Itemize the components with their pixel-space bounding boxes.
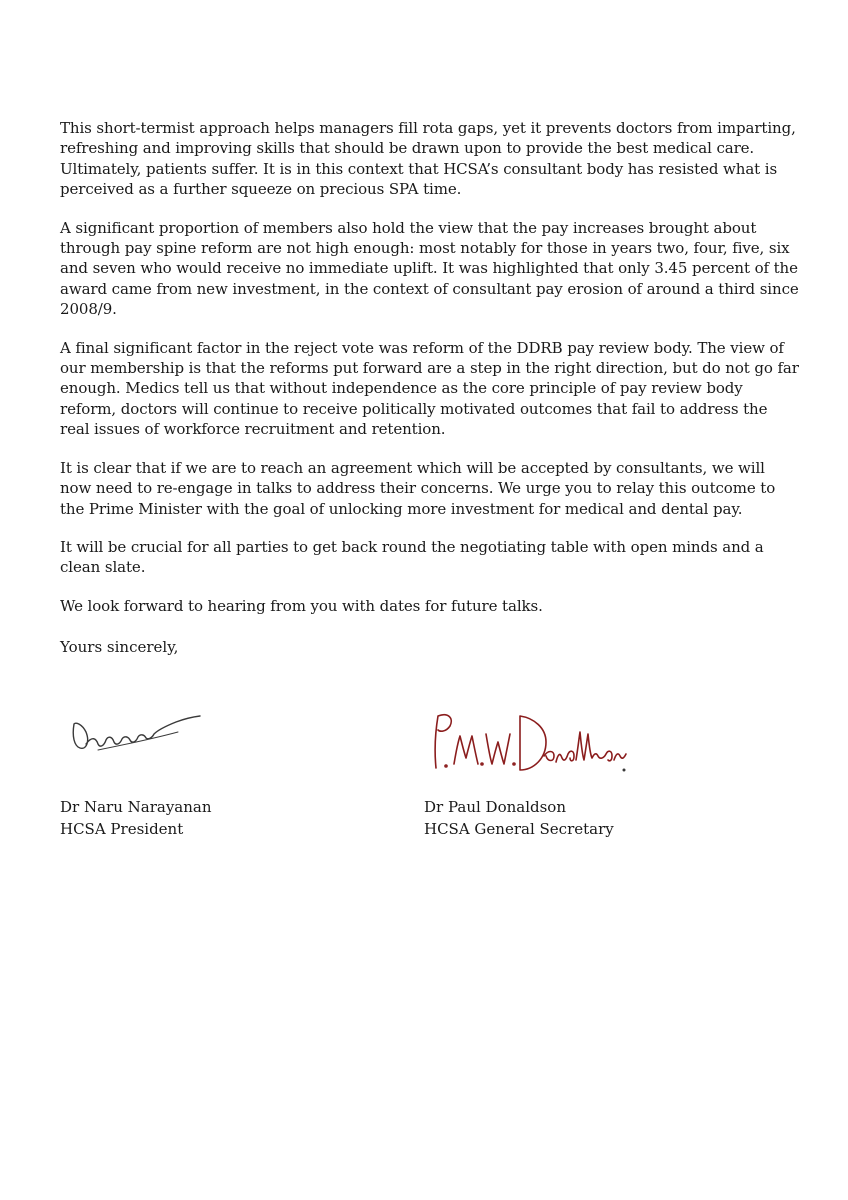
paragraph-6: We look forward to hearing from you with dates for future talks. xyxy=(60,596,543,615)
paragraph-2: A significant proportion of members also hold the view that the pay increases brought about through pay spine reform are not high enough: most notably for those in years two, four, five, six and seven who would receive no immediate uplift. It was highlighted that only 3.45 percent of the award came from new investment, in the context of consultant pay erosion of around a third since 2008/9. xyxy=(60,218,799,319)
signature-narayanan xyxy=(68,706,208,756)
closing-salutation: Yours sincerely, xyxy=(60,638,179,656)
paragraph-5: It will be crucial for all parties to get back round the negotiating table with open minds and a clean slate. xyxy=(60,537,764,577)
paragraph-1: This short-termist approach helps managers fill rota gaps, yet it prevents doctors from imparting, refreshing and improving skills that should be drawn upon to provide the best medical care. Ultimately, patients suffer. It is in this context that HCSA’s consultant body has resisted what is perceived as a further squeeze on precious SPA time. xyxy=(60,119,796,199)
signatory-right xyxy=(424,796,614,840)
signatory-title: HCSA General Secretary xyxy=(424,820,614,838)
paragraph-3: A final significant factor in the reject vote was reform of the DDRB pay review body. The view of our membership is that the reforms put forward are a step in the right direction, but do not go far enough. Medics tell us that without independence as the core principle of pay review body reform, doctors will continue to receive politically motivated outcomes that fail to address the real issues of workforce recruitment and retention. xyxy=(60,338,799,439)
signatory-title: HCSA President xyxy=(60,820,184,838)
signatory-left xyxy=(60,796,212,840)
signatory-name: Dr Paul Donaldson xyxy=(424,798,567,816)
letter-body xyxy=(60,118,800,634)
signature-donaldson xyxy=(424,708,634,778)
paragraph-4: It is clear that if we are to reach an agreement which will be accepted by consultants, we will now need to re-engage in talks to address their concerns. We urge you to relay this outcome to the Prime Minister with the goal of unlocking more investment for medical and dental pay. xyxy=(60,458,776,518)
signatory-name: Dr Naru Narayanan xyxy=(60,798,212,816)
